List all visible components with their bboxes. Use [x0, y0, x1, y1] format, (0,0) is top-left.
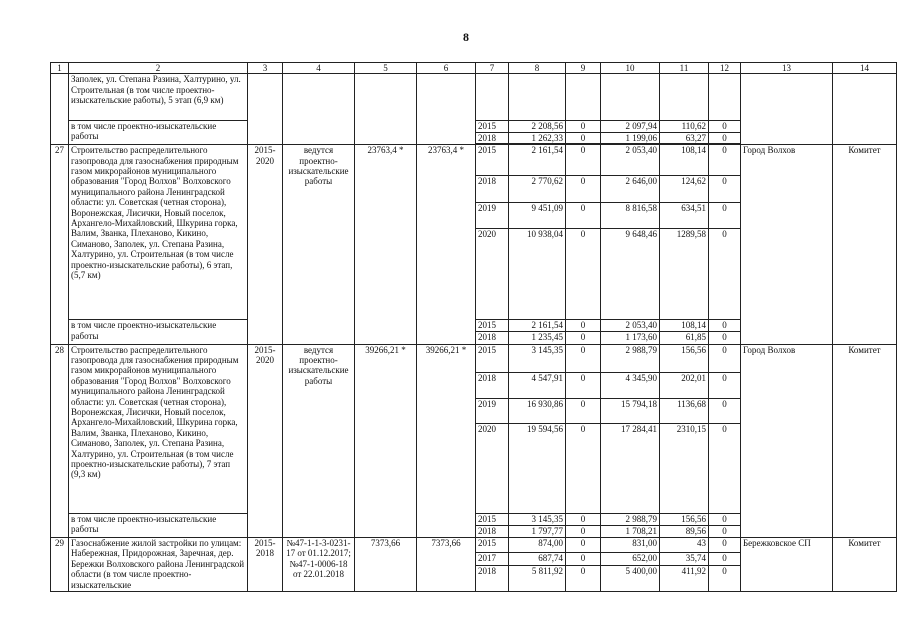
column-header: 11: [660, 63, 709, 74]
cell-value: 0: [566, 332, 601, 344]
cell-year: 2018: [476, 373, 509, 398]
cell-value: 61,85: [660, 332, 709, 344]
cell-value: 411,92: [660, 566, 709, 592]
cell-value: 0: [709, 203, 741, 228]
column-header: 7: [476, 63, 509, 74]
cell-value: 1136,68: [660, 398, 709, 423]
cell-value: 1 173,60: [601, 332, 660, 344]
cell-item-number: 27: [51, 145, 69, 344]
column-header: 9: [566, 63, 601, 74]
cell-value: 0: [709, 145, 741, 176]
cell-value: 35,74: [660, 552, 709, 566]
cell-municipality: Город Волхов: [741, 344, 833, 537]
cell-description: Строительство распределительного газопровода для газоснабжения природным газом микрорайонов муниципального образования "Город Волхов" Волховского муниципального района Ленинградской области: ул. Советская (четная сторона), Воронежская, Лисички, Новый поселок, Архангело-Михайловский, Шкурина горка, Валим, Званка, Плеханово, Кикино, Симаново, Заполек, ул. Степана Разина, Халтурино, ул. Строительная (в том числе проектно-изыскательские работы), 6 этап, (5,7 км): [69, 145, 248, 320]
cell-year: 2020: [476, 228, 509, 320]
cell-value: 0: [709, 373, 741, 398]
cell-period: 2015-2020: [248, 344, 283, 537]
cell-status: ведутся проектно-изыскательские работы: [283, 145, 355, 344]
cell-value: 1289,58: [660, 228, 709, 320]
cell-year: 2020: [476, 423, 509, 513]
cell-empty: [248, 74, 283, 145]
cell-value: 156,56: [660, 513, 709, 525]
cell-value: 0: [566, 203, 601, 228]
column-header: 10: [601, 63, 660, 74]
cell-total: 16 930,86: [509, 398, 566, 423]
column-header: 3: [248, 63, 283, 74]
column-header: 1: [51, 63, 69, 74]
cell-empty: [509, 74, 566, 121]
cell-value: 1 708,21: [601, 525, 660, 537]
cell-total: 2 208,56: [509, 120, 566, 132]
cell-value: 2310,15: [660, 423, 709, 513]
cell-total: 2 161,54: [509, 145, 566, 176]
cell-value: 0: [566, 175, 601, 202]
cell-description: Газоснабжение жилой застройки по улицам: Набережная, Придорожная, Заречная, дер. Бережки Волховского района Ленинградской области (в том числе проектно-изыскательские: [69, 537, 248, 591]
cell-value: 0: [709, 537, 741, 552]
cell-value: 63,27: [660, 132, 709, 144]
header-row: [51, 63, 897, 74]
page-number: 8: [463, 30, 469, 44]
cell-value: 108,14: [660, 145, 709, 176]
cell-value: 0: [709, 423, 741, 513]
cell-total: 9 451,09: [509, 203, 566, 228]
column-header: 14: [833, 63, 897, 74]
cell-value: 0: [566, 513, 601, 525]
cell-empty: [283, 74, 355, 145]
cell-total: 19 594,56: [509, 423, 566, 513]
cell-value: 2 097,94: [601, 120, 660, 132]
cell-sub-label: в том числе проектно-изыскательские работы: [69, 120, 248, 144]
cell-value: 110,62: [660, 120, 709, 132]
column-header: 12: [709, 63, 741, 74]
cell-year: 2015: [476, 120, 509, 132]
table-row: [51, 344, 897, 372]
cell-value: 0: [709, 513, 741, 525]
cell-value: 0: [709, 120, 741, 132]
table-row: [51, 74, 897, 121]
cell-total: 874,00: [509, 537, 566, 552]
cell-total: 3 145,35: [509, 344, 566, 372]
cell-value: 0: [709, 552, 741, 566]
cell-value: 1 199,06: [601, 132, 660, 144]
cell-value: 2 988,79: [601, 513, 660, 525]
cell-year: 2018: [476, 566, 509, 592]
cell-value: 156,56: [660, 344, 709, 372]
cell-year: 2015: [476, 513, 509, 525]
cell-description: Заполек, ул. Степана Разина, Халтурино, ул. Строительная (в том числе проектно-изыскательские работы), 5 этап (6,9 км): [69, 74, 248, 121]
cell-year: 2018: [476, 132, 509, 144]
cell-remaining-cost: 39266,21 *: [417, 344, 476, 537]
cell-value: 2 988,79: [601, 344, 660, 372]
cell-year: 2018: [476, 332, 509, 344]
cell-item-number: 28: [51, 344, 69, 537]
cell-total: 687,74: [509, 552, 566, 566]
cell-year: 2015: [476, 145, 509, 176]
cell-value: 0: [566, 398, 601, 423]
cell-total: 2 770,62: [509, 175, 566, 202]
cell-value: 0: [709, 332, 741, 344]
cell-executor: Комитет: [833, 344, 897, 537]
cell-year: 2018: [476, 525, 509, 537]
cell-empty: [741, 74, 833, 145]
cell-value: 2 053,40: [601, 320, 660, 332]
cell-value: 0: [709, 566, 741, 592]
cell-year: 2015: [476, 320, 509, 332]
cell-empty: [601, 74, 660, 121]
cell-remaining-cost: 23763,4 *: [417, 145, 476, 344]
cell-value: 15 794,18: [601, 398, 660, 423]
cell-empty: [417, 74, 476, 145]
cell-empty: [660, 74, 709, 121]
cell-total: 5 811,92: [509, 566, 566, 592]
cell-value: 8 816,58: [601, 203, 660, 228]
cell-executor: Комитет: [833, 145, 897, 344]
column-header: 5: [355, 63, 417, 74]
cell-year: 2018: [476, 175, 509, 202]
cell-year: 2019: [476, 398, 509, 423]
column-header: 8: [509, 63, 566, 74]
cell-empty: [709, 74, 741, 121]
cell-value: 4 345,90: [601, 373, 660, 398]
cell-total: 4 547,91: [509, 373, 566, 398]
cell-value: 0: [709, 525, 741, 537]
cell-value: 108,14: [660, 320, 709, 332]
cell-sub-label: в том числе проектно-изыскательские работы: [69, 513, 248, 537]
cell-value: 0: [566, 228, 601, 320]
cell-value: 9 648,46: [601, 228, 660, 320]
cell-value: 0: [566, 525, 601, 537]
cell-value: 0: [709, 228, 741, 320]
cell-estimated-cost: 7373,66: [355, 537, 417, 591]
cell-value: 0: [566, 320, 601, 332]
cell-value: 0: [709, 175, 741, 202]
table-row: [51, 537, 897, 552]
investment-table: [50, 62, 897, 592]
cell-value: 2 646,00: [601, 175, 660, 202]
cell-empty: [566, 74, 601, 121]
cell-value: 5 400,00: [601, 566, 660, 592]
cell-value: 0: [709, 132, 741, 144]
cell-total: 1 797,77: [509, 525, 566, 537]
cell-year: 2019: [476, 203, 509, 228]
cell-value: 43: [660, 537, 709, 552]
column-header: 2: [69, 63, 248, 74]
cell-year: 2015: [476, 537, 509, 552]
column-header: 13: [741, 63, 833, 74]
cell-total: 10 938,04: [509, 228, 566, 320]
cell-value: 0: [566, 566, 601, 592]
table-row: [51, 145, 897, 176]
cell-value: 2 053,40: [601, 145, 660, 176]
cell-value: 0: [566, 145, 601, 176]
cell-value: 0: [566, 373, 601, 398]
cell-remaining-cost: 7373,66: [417, 537, 476, 591]
cell-value: 0: [709, 398, 741, 423]
cell-value: 0: [566, 344, 601, 372]
cell-value: 202,01: [660, 373, 709, 398]
cell-sub-label: в том числе проектно-изыскательские работы: [69, 320, 248, 344]
cell-empty: [833, 74, 897, 145]
cell-value: 0: [566, 120, 601, 132]
column-header: 4: [283, 63, 355, 74]
column-header: 6: [417, 63, 476, 74]
cell-estimated-cost: 39266,21 *: [355, 344, 417, 537]
cell-empty: [51, 74, 69, 145]
cell-total: 2 161,54: [509, 320, 566, 332]
cell-executor: Комитет: [833, 537, 897, 591]
cell-value: 17 284,41: [601, 423, 660, 513]
cell-status: №47-1-1-3-0231-17 от 01.12.2017; №47-1-0006-18 от 22.01.2018: [283, 537, 355, 591]
cell-value: 0: [566, 132, 601, 144]
cell-value: 634,51: [660, 203, 709, 228]
cell-year: 2015: [476, 344, 509, 372]
cell-value: 124,62: [660, 175, 709, 202]
cell-value: 0: [709, 344, 741, 372]
cell-municipality: Город Волхов: [741, 145, 833, 344]
cell-total: 3 145,35: [509, 513, 566, 525]
cell-value: 89,56: [660, 525, 709, 537]
cell-year: 2017: [476, 552, 509, 566]
cell-description: Строительство распределительного газопровода для газоснабжения природным газом микрорайонов муниципального образования "Город Волхов" Волховского муниципального района Ленинградской области: ул. Советская (четная сторона), Воронежская, Лисички, Новый поселок, Архангело-Михайловский, Шкурина горка, Валим, Званка, Плеханово, Кикино, Симаново, Заполек, ул. Степана Разина, Халтурино, ул. Строительная (в том числе проектно-изыскательские работы), 7 этап (9,3 км): [69, 344, 248, 513]
cell-empty: [476, 74, 509, 121]
cell-estimated-cost: 23763,4 *: [355, 145, 417, 344]
cell-empty: [355, 74, 417, 145]
cell-period: 2015-2020: [248, 145, 283, 344]
cell-value: 652,00: [601, 552, 660, 566]
cell-municipality: Бережковское СП: [741, 537, 833, 591]
cell-value: 0: [566, 537, 601, 552]
cell-value: 0: [566, 423, 601, 513]
cell-value: 831,00: [601, 537, 660, 552]
cell-status: ведутся проектно-изыскательские работы: [283, 344, 355, 537]
cell-value: 0: [709, 320, 741, 332]
cell-item-number: 29: [51, 537, 69, 591]
cell-value: 0: [566, 552, 601, 566]
cell-period: 2015-2018: [248, 537, 283, 591]
cell-total: 1 262,33: [509, 132, 566, 144]
cell-total: 1 235,45: [509, 332, 566, 344]
